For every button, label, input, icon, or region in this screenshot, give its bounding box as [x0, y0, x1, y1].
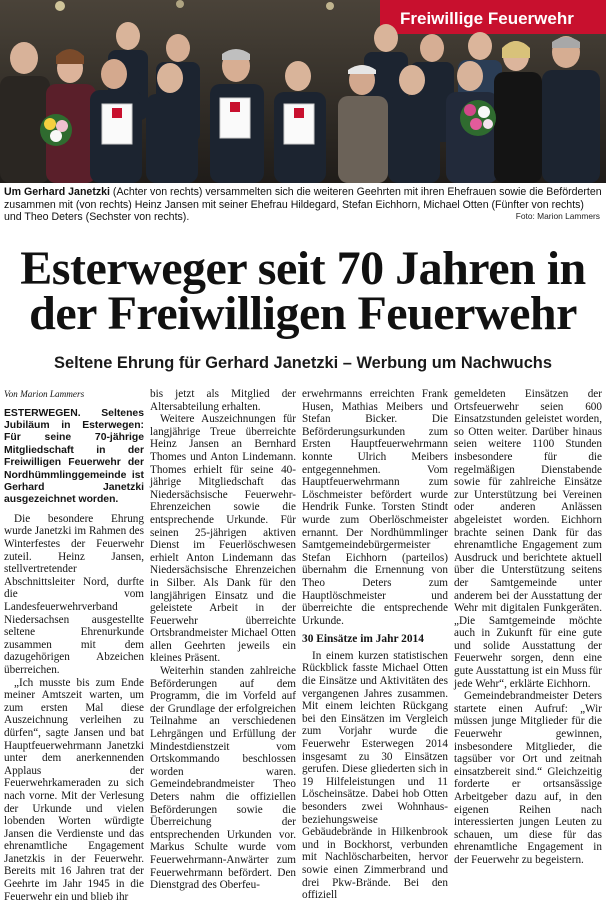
photo-credit: Foto: Marion Lammers	[515, 211, 600, 221]
headline	[0, 242, 606, 340]
caption-text: (Achter von rechts) versammelten sich die weiteren Geehrten mit ihren Ehefrauen sowie die Beförderten zusammen mit (von rechts) Heinz Jansen mit seiner Ehefrau Hildegard, Stefan Eichhorn, Michael Otten (Fünfter von rechts) und Theo Deters (Sechster von rechts).	[4, 186, 602, 224]
article-column-3	[302, 388, 448, 902]
bouquet-left	[40, 114, 72, 146]
lead-paragraph: ESTERWEGEN. Seltenes Jubiläum in Esterwegen: Für seine 70-jährige Mitgliedschaft in der Freiwilligen Feuerwehr der Nordhümmlinggemeinde ist Gerhard Janetzki ausgezeichnet worden.	[4, 407, 144, 506]
article-column-4	[454, 388, 602, 867]
headline-line-1: Esterweger seit 70 Jahren in	[20, 242, 586, 295]
body-paragraph: Die besondere Ehrung wurde Janetzki im Rahmen des Winterfestes der Feuerwehr zuteil. Heinz Jansen, stellvertretender Abschnittsleiter Nord, durfte die vom Landesfeuerwehrverband Niedersachsen ausgestellte seltene Ehrenurkunde zusammen mit dem dazugehörigen Abzeichen überreichen.	[4, 512, 144, 676]
banner-text: Freiwillige Feuerwehr	[400, 9, 574, 28]
headline-line-2: der Freiwilligen Feuerwehr	[29, 287, 577, 340]
coat-of-arms-icon	[230, 102, 240, 112]
group-photo	[0, 0, 606, 183]
body-paragraph: bis jetzt als Mitglied der Altersabteilung erhalten.	[150, 388, 296, 413]
section-subheading: 30 Einsätze im Jahr 2014	[302, 633, 424, 646]
coat-of-arms-icon	[112, 108, 122, 118]
article-column-2	[150, 388, 296, 892]
coat-of-arms-icon	[294, 108, 304, 118]
body-paragraph: erwehrmanns erreichten Frank Husen, Mathias Meibers und Stefan Bicker. Die Beförderungsurkunden zum Ersten Hauptfeuerwehrmann konnte Ulrich Meibers entgegennehmen. Vom Hauptfeuerwehrmann zum Löschmeister befördert wurde Hendrik Funke. Torsten Stindt wurde zum Oberlöschmeister ernannt. Der Nordhümmlinger Samtgemeindebürgermeister Stefan Eichhorn (parteilos) übernahm die Ernennung von Theo Deters zum Hauptlöschmeister und überreichte die entsprechende Urkunde.	[302, 388, 448, 627]
body-paragraph: Weiterhin standen zahlreiche Beförderungen auf dem Programm, die im Vorfeld auf der Grundlage der erfolgreichen Teilnahme an verschiedenen Lehrgängen und Erfüllung der Mindestdienstzeit vom Ortskommando beschlossen worden waren. Gemeindebrandmeister Theo Deters nahm die offiziellen Beförderungen sowie die Überreichung der entsprechenden Urkunden vor. Markus Schulte wurde vom Feuerwehrmann-Anwärter zum Feuerwehrmann befördert. Den Dienstgrad des Oberfeu-	[150, 665, 296, 892]
subheadline: Seltene Ehrung für Gerhard Janetzki – Werbung um Nachwuchs	[54, 354, 552, 372]
body-paragraph: In einem kurzen statistischen Rückblick fasste Michael Otten die Einsätze und Aktivitäten des vergangenen Jahres zusammen. Mit einem leichten Rückgang bei den Einsätzen im Vergleich zum Vorjahr wurde die Feuerwehr Esterwegen 2014 insgesamt zu 30 Einsätzen gerufen. Diese gliederten sich in 19 Hilfeleistungen und 11 Löscheinsätze. Dabei hob Otten besonders zwei Wohnhaus- beziehungsweise Gebäudebrände in Hilkenbrook und in Bockhorst, verbunden mit Nachlöscharbeiten, hervor sowie einen Zimmerbrand und drei Pkw-Brände. Bei den offiziell	[302, 649, 448, 902]
article-column-1	[4, 388, 144, 903]
banner	[380, 0, 606, 34]
caption-name: Um Gerhard Janetzki	[4, 186, 110, 198]
body-paragraph: Weitere Auszeichnungen für langjährige Treue überreichte Heinz Jansen an Bernhard Thomes und Anton Lindemann. Thomes erhielt für seine 40-jährige Mitgliedschaft das Niedersächsische Feuerwehr-Ehrenzeichen sowie die entsprechende Urkunde. Für seinen 25-jährigen aktiven Dienst im Feuerlöschwesen erhielt Anton Lindemann das Niedersächsische Ehrenzeichen in Silber. Als Dank für den langjährigen Einsatz und die geleistete Arbeit in der Feuerwehr überreichte Ortsbrandmeister Michael Otten allen Geehrten jeweils ein kleines Präsent.	[150, 413, 296, 665]
byline: Von Marion Lammers	[4, 389, 85, 399]
group-photo-illustration	[0, 0, 606, 183]
body-paragraph: Gemeindebrandmeister Deters startete einen Aufruf: „Wir müssen junge Mitglieder für die Feuerwehr gewinnen, insbesondere Mitglieder, die tagsüber vor Ort und zeitnah einsatzbereit sind.“ Gleichzeitig forderte er ortsansässige Arbeitgeber dazu auf, in den eigenen Reihen nach interessierten jungen Leuten zu schauen, um diese für das ehrenamtliche Engagement in der Feuerwehr zu begeistern.	[454, 690, 602, 866]
photo-caption	[4, 186, 602, 224]
body-paragraph: „Ich musste bis zum Ende meiner Amtszeit warten, um zum ersten Mal diese Auszeichnung verleihen zu dürfen“, sagte Jansen und bat Hauptfeuerwehrmann Janetzki unter dem anerkennenden Applaus der Feuerwehrkameraden zu sich nach vorne. Mit der Verlesung der Urkunde und vielen lobenden Worten würdigte Jansen die Verdienste und das ehrenamtliche Engagement Janetzkis in der Feuerwehr. Bereits mit 16 Jahren trat der Geehrte im Jahr 1945 in die Feuerwehr ein und blieb ihr	[4, 676, 144, 903]
bouquet-right	[460, 100, 496, 136]
body-paragraph: gemeldeten Einsätzen der Ortsfeuerwehr seien 600 Einsatzstunden geleistet worden, so Otten weiter. Darüber hinaus seien weitere 1100 Stunden insbesondere für die regelmäßigen Dienstabende sowie für zahlreiche Einsätze zur Unterstützung bei Vereinen oder anderen Anlässen abgeleistet worden. Eichhorn brachte seinen Dank für das ehrenamtliche Engagement zum Ausdruck und berichtete aktuell über die Unterstützung seitens der Samtgemeinde unter anderem bei der Ausstattung der Wehr mit digitalen Funkgeräten. „Die Samtgemeinde möchte auch in Zukunft für eine gute und solide Ausstattung der Feuerwehr sorgen, denn eine gute Ausstattung ist ein Muss für jede Wehr“, erklärte Eichhorn.	[454, 388, 602, 690]
